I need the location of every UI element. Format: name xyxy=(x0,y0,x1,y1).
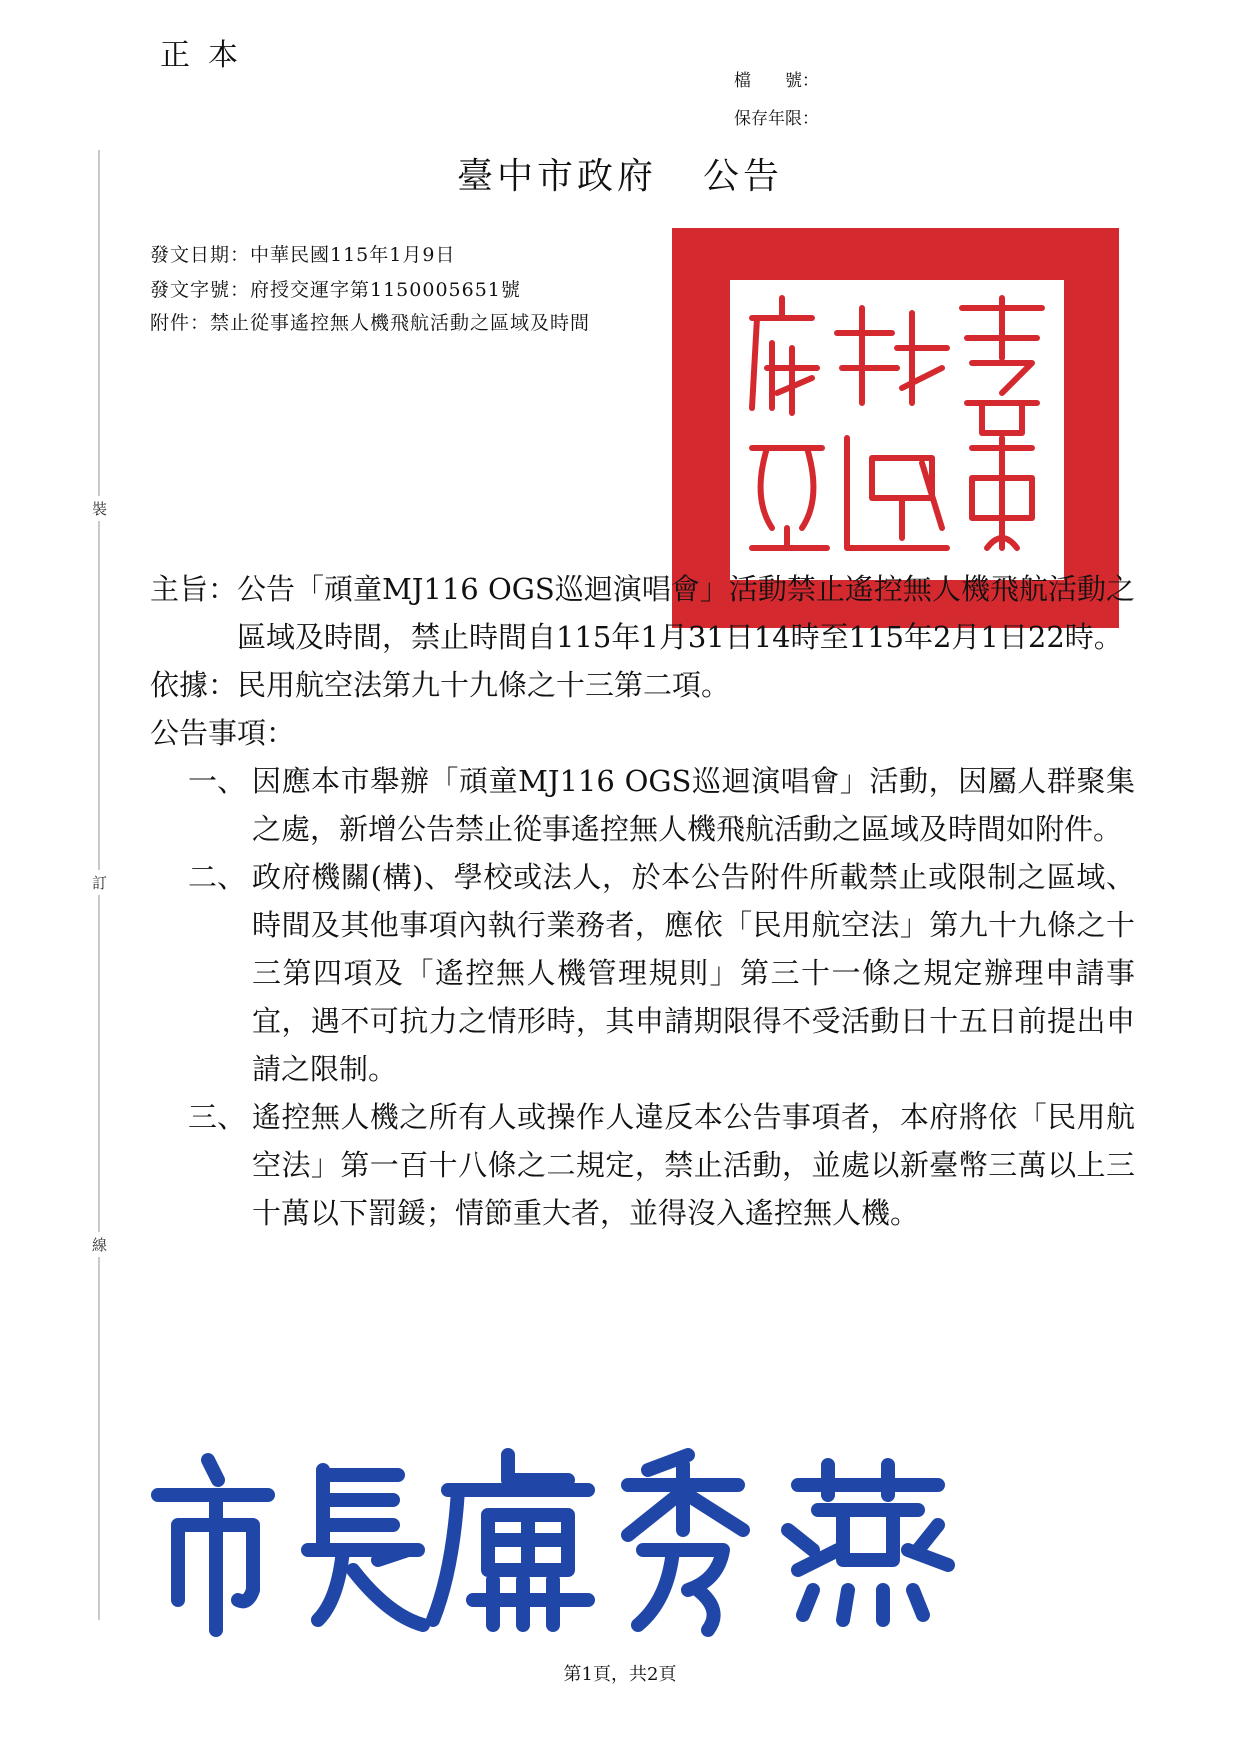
item-number: 二、 xyxy=(188,860,247,894)
basis-paragraph xyxy=(150,661,1135,709)
announcement-item xyxy=(188,1093,1135,1237)
announcement-item xyxy=(188,853,1135,1093)
announcement-body xyxy=(150,565,1135,1237)
binding-mark-ding: 訂 xyxy=(92,870,107,895)
items-heading: 公告事項： xyxy=(150,716,296,750)
issue-date: 發文日期：中華民國115年1月9日 xyxy=(150,244,456,266)
subject-text: 公告「頑童MJ116 OGS巡迴演唱會」活動禁止遙控無人機飛航活動之區域及時間，禁止時間自115年1月31日14時至115年2月1日22時。 xyxy=(237,572,1135,654)
item-text: 因應本市舉辦「頑童MJ116 OGS巡迴演唱會」活動，因屬人群聚集之處，新增公告禁止從事遙控無人機飛航活動之區域及時間如附件。 xyxy=(252,764,1135,846)
archive-number-label: 檔 號： xyxy=(734,71,819,91)
attachment-line: 附件：禁止從事遙控無人機飛航活動之區域及時間 xyxy=(150,312,591,334)
document-type: 公告 xyxy=(703,156,784,197)
binding-mark-zhuang: 裝 xyxy=(92,496,107,521)
item-text: 遙控無人機之所有人或操作人違反本公告事項者，本府將依「民用航空法」第一百十八條之二規定，禁止活動，並處以新臺幣三萬以上三十萬以下罰鍰；情節重大者，並得沒入遙控無人機。 xyxy=(252,1100,1135,1230)
basis-text: 民用航空法第九十九條之十三第二項。 xyxy=(237,668,731,702)
subject-label: 主旨： xyxy=(150,572,238,606)
item-text: 政府機關(構)、學校或法人，於本公告附件所載禁止或限制之區域、時間及其他事項內執行業務者，應依「民用航空法」第九十九條之十三第四項及「遙控無人機管理規則」第三十一條之規定辦理申請事宜，遇不可抗力之情形時，其申請期限得不受活動日十五日前提出申請之限制。 xyxy=(252,860,1135,1086)
announcement-item xyxy=(188,757,1135,853)
issuing-organization: 臺中市政府 xyxy=(456,156,657,197)
mayor-signature-stamp xyxy=(148,1440,968,1640)
retention-period-label: 保存年限： xyxy=(734,109,819,129)
subject-paragraph xyxy=(150,565,1135,661)
basis-label: 依據： xyxy=(150,668,238,702)
page-number: 第1頁，共2頁 xyxy=(563,1664,677,1685)
document-title xyxy=(0,148,1240,199)
binding-mark-xian: 線 xyxy=(92,1232,107,1257)
copy-mark: 正本 xyxy=(160,38,256,73)
item-number: 一、 xyxy=(188,764,247,798)
document-number: 發文字號：府授交運字第1150005651號 xyxy=(150,279,521,301)
item-number: 三、 xyxy=(188,1100,247,1134)
